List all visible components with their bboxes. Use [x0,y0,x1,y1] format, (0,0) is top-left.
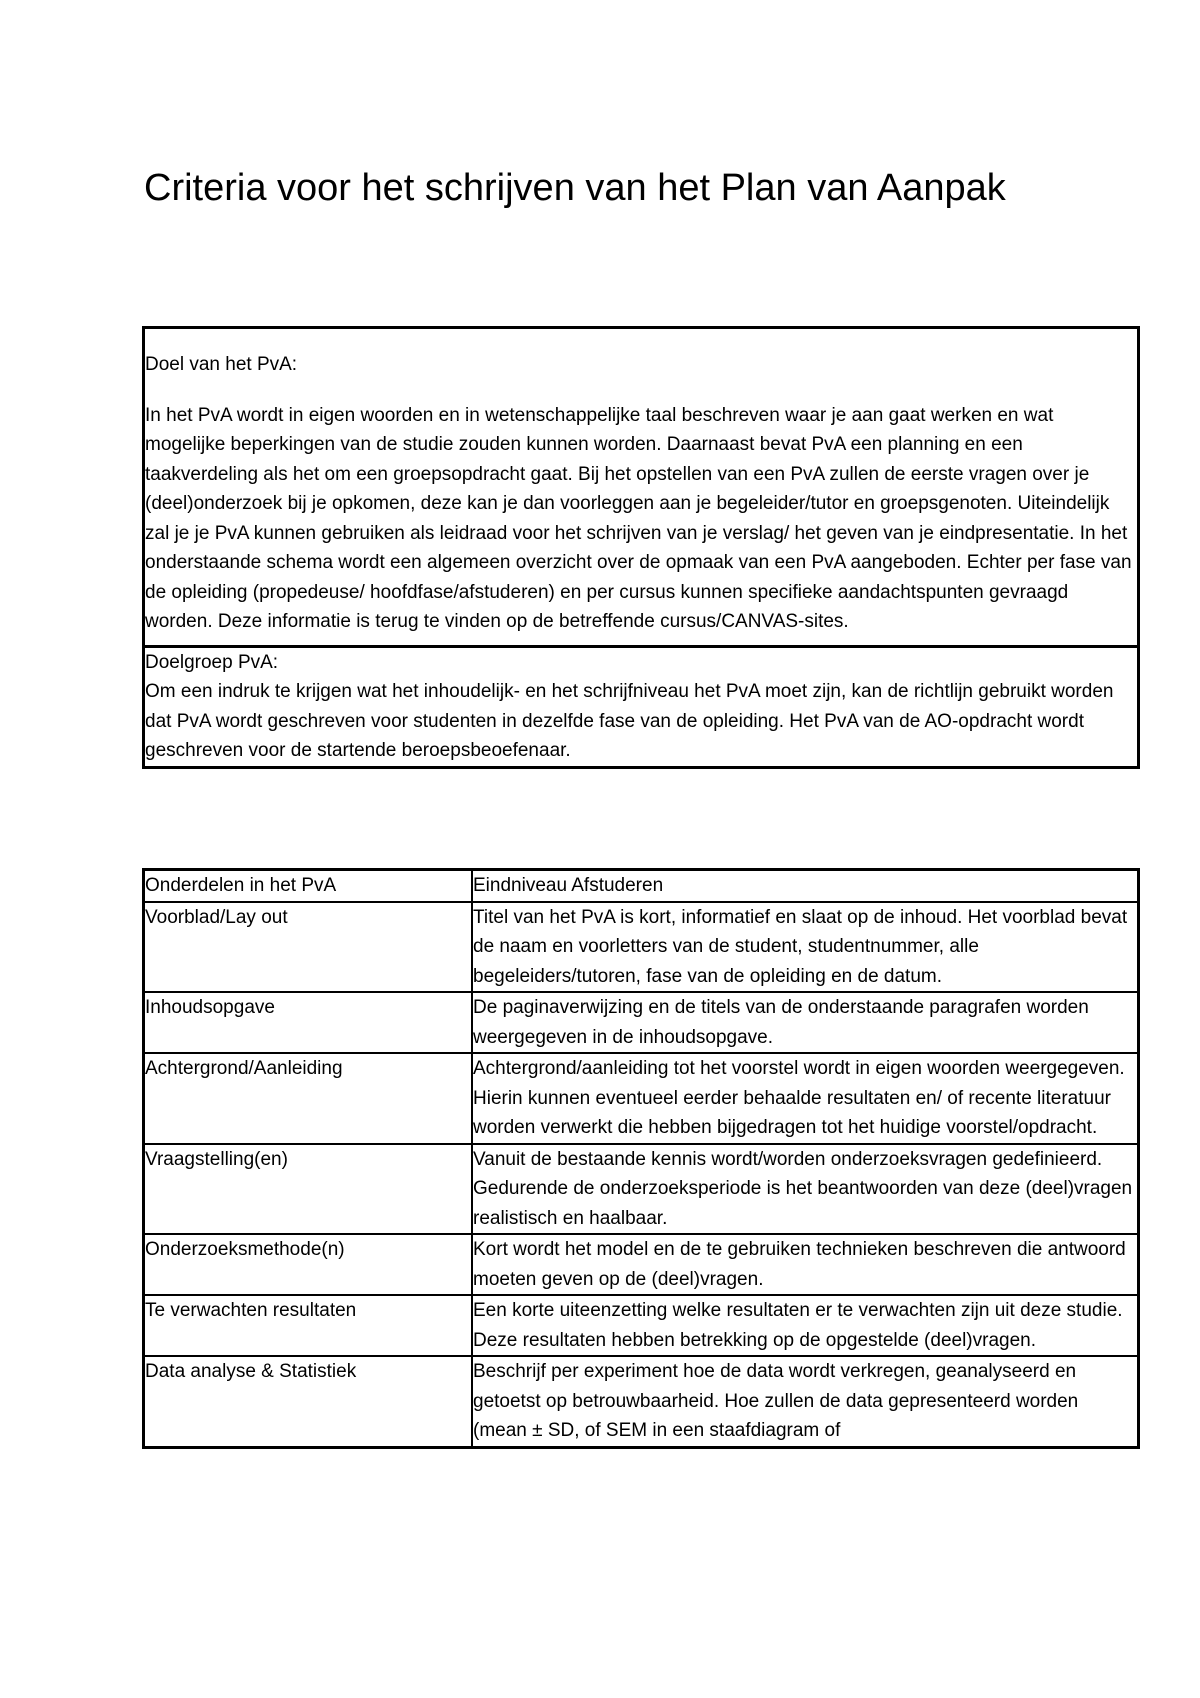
row-label: Inhoudsopgave [145,992,472,1053]
row-label: Data analyse & Statistiek [145,1356,472,1446]
table-row [145,992,1137,1053]
header-cell-eindniveau: Eindniveau Afstuderen [473,875,664,896]
table-row [145,1356,1137,1446]
row-description: Kort wordt het model en de te gebruiken technieken beschreven die antwoord moeten geven op de (deel)vragen. [472,1234,1137,1295]
table-header-row [145,871,1137,902]
table-row [145,1234,1137,1295]
doel-heading: Doel van het PvA: [145,354,298,375]
row-label: Achtergrond/Aanleiding [145,1053,472,1144]
table-row [145,1144,1137,1235]
doelgroep-section [145,648,1137,766]
row-description: De paginaverwijzing en de titels van de onderstaande paragrafen worden weergegeven in de inhoudsopgave. [472,992,1137,1053]
header-cell-onderdelen: Onderdelen in het PvA [145,871,472,902]
row-description: Titel van het PvA is kort, informatief en slaat op de inhoud. Het voorblad bevat de naam en voorletters van de student, studentnummer, alle begeleiders/tutoren, fase van de opleiding en de datum. [472,902,1137,993]
pva-info-box [142,326,1140,769]
row-label: Onderzoeksmethode(n) [145,1234,472,1295]
table-row [145,1053,1137,1144]
row-label: Te verwachten resultaten [145,1295,472,1356]
doel-body: In het PvA wordt in eigen woorden en in wetenschappelijke taal beschreven waar je aan gaat werken en wat mogelijke beperkingen van de studie zouden kunnen worden. Daarnaast bevat PvA een planning en een taakverdeling als het om een groepsopdracht gaat. Bij het opstellen van een PvA zullen de eerste vragen over je (deel)onderzoek bij je opkomen, deze kan je dan voorleggen aan je begeleider/tutor en groepsgenoten. Uiteindelijk zal je je PvA kunnen gebruiken als leidraad voor het schrijven van je verslag/ het geven van je eindpresentatie. In het onderstaande schema wordt een algemeen overzicht over de opmaak van een PvA aangeboden. Echter per fase van de opleiding (propedeuse/ hoofdfase/afstuderen) en per cursus kunnen specifieke aandachtspunten gevraagd worden. Deze informatie is terug te vinden op de betreffende cursus/CANVAS-sites. [145,404,1132,632]
criteria-table [145,871,1137,1446]
row-label: Vraagstelling(en) [145,1144,472,1235]
row-description: Achtergrond/aanleiding tot het voorstel wordt in eigen woorden weergegeven. Hierin kunnen eventueel eerder behaalde resultaten en/ of recente literatuur worden verwerkt die hebben bijgedragen tot het huidige voorstel/opdracht. [472,1053,1137,1144]
doelgroep-heading: Doelgroep PvA: [145,651,279,673]
table-row [145,1295,1137,1356]
criteria-table-box [142,868,1140,1449]
row-description: Vanuit de bestaande kennis wordt/worden onderzoeksvragen gedefinieerd. Gedurende de onderzoeksperiode is het beantwoorden van deze (deel)vragen realistisch en haalbaar. [472,1144,1137,1235]
doelgroep-body: Om een indruk te krijgen wat het inhoudelijk- en het schrijfniveau het PvA moet zijn, kan de richtlijn gebruikt worden dat PvA wordt geschreven voor studenten in dezelfde fase van de opleiding. Het PvA van de AO-opdracht wordt geschreven voor de startende beroepsbeoefenaar. [145,681,1114,761]
row-description: Een korte uiteenzetting welke resultaten er te verwachten zijn uit deze studie. Deze resultaten hebben betrekking op de opgestelde (deel)vragen. [472,1295,1137,1356]
document-title: Criteria voor het schrijven van het Plan van Aanpak [144,167,1006,209]
doel-section [145,329,1137,648]
row-label: Voorblad/Lay out [145,902,472,993]
row-description: Beschrijf per experiment hoe de data wordt verkregen, geanalyseerd en getoetst op betrouwbaarheid. Hoe zullen de data gepresenteerd worden (mean ± SD, of SEM in een staafdiagram of [472,1356,1137,1446]
table-row [145,902,1137,993]
